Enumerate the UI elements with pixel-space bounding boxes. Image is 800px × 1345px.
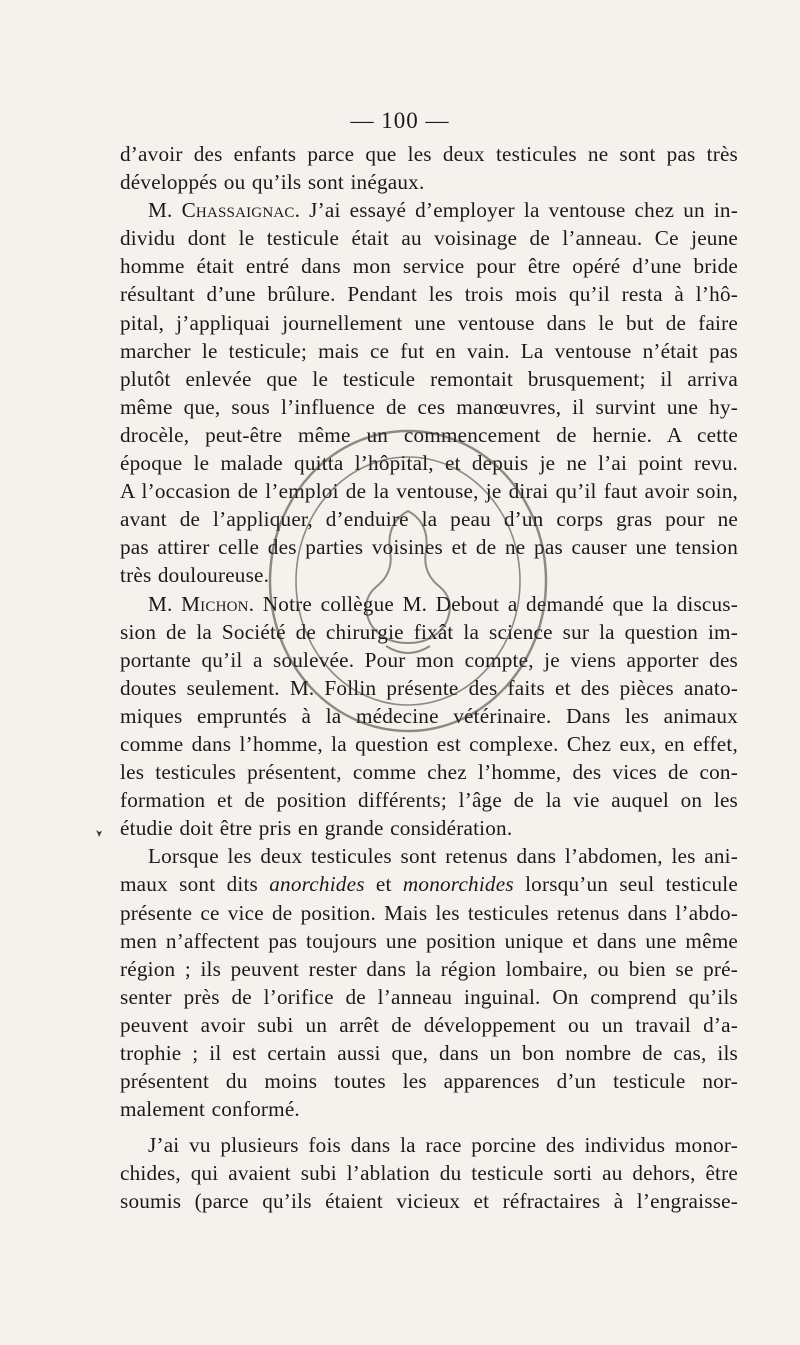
ink-speck: [95, 828, 103, 838]
text-line: époque le malade quitta l’hôpital, et depuis je ne l’ai point revu.: [120, 451, 738, 476]
text-line: soumis (parce qu’ils étaient vicieux et réfractaires à l’engraisse-: [120, 1189, 738, 1214]
text-line: senter près de l’orifice de l’anneau inguinal. On comprend qu’ils: [120, 984, 738, 1009]
text-fragment: maux sont dits: [120, 872, 270, 897]
text-line: portante qu’il a soulevée. Pour mon compte, je viens apporter des: [120, 647, 738, 672]
text-fragment: lorsqu’un seul testicule: [513, 872, 738, 897]
page-number: — 100 —: [350, 108, 450, 133]
text-line: formation et de position différents; l’âge de la vie auquel on les: [120, 788, 738, 813]
text-body: [120, 140, 738, 1216]
speaker-name: Michon: [181, 591, 249, 616]
speaker-name: Chassaignac: [181, 198, 295, 223]
text-line: développés ou qu’ils sont inégaux.: [120, 170, 425, 195]
text-line: [120, 870, 738, 898]
text-line: drocèle, peut-être même un commencement de hernie. A cette: [120, 422, 738, 447]
text-line: trophie ; il est certain aussi que, dans un bon nombre de cas, ils: [120, 1041, 738, 1065]
text-line: résultant d’une brûlure. Pendant les trois mois qu’il resta à l’hô-: [120, 282, 738, 307]
text-line: même que, sous l’influence de ces manœuvres, il survint une hy-: [120, 394, 738, 419]
text-line: malement conformé.: [120, 1097, 300, 1122]
term-anorchides: anorchides: [269, 872, 365, 897]
text-line: comme dans l’homme, la question est complexe. Chez eux, en effet,: [120, 731, 738, 756]
text-line: peuvent avoir subi un arrêt de développement ou un travail d’a-: [120, 1012, 738, 1037]
text-line: plutôt enlevée que le testicule remontait brusquement; il arriva: [120, 366, 738, 391]
text-line: d’avoir des enfants parce que les deux testicules ne sont pas très: [120, 142, 738, 166]
text-line: présentent du moins toutes les apparences d’un testicule nor-: [120, 1069, 738, 1094]
text-line: étudie doit être pris en grande considération.: [120, 816, 513, 841]
text-line: avant de l’appliquer, d’enduire la peau d’un corps gras pour ne: [120, 507, 738, 532]
text-line: pital, j’appliquai journellement une ventouse dans le but de faire: [120, 310, 738, 335]
speaker-prefix: M.: [148, 198, 182, 223]
text-line: doutes seulement. M. Follin présente des faits et des pièces anato-: [120, 675, 738, 700]
text-line: Lorsque les deux testicules sont retenus dans l’abdomen, les ani-: [148, 844, 738, 869]
text-line: miques empruntés à la médecine vétérinaire. Dans les animaux: [120, 703, 738, 728]
paragraph-porcine: [120, 1131, 738, 1215]
text-line: sion de la Société de chirurgie fixât la science sur la question im-: [120, 619, 738, 644]
text-line-rest: . Notre collègue M. Debout a demandé que la discus-: [248, 591, 738, 616]
text-line: [120, 196, 738, 224]
speaker-prefix: M.: [148, 591, 182, 616]
paragraph-michon: [120, 590, 738, 843]
text-line: men n’affectent pas toujours une position unique et dans une même: [120, 928, 738, 953]
text-line: région ; ils peuvent rester dans la région lombaire, ou bien se pré-: [120, 956, 738, 981]
term-monorchides: monorchides: [402, 872, 514, 897]
text-line: [120, 590, 738, 618]
text-line: les testicules présentent, comme chez l’homme, des vices de con-: [120, 760, 738, 785]
paragraph-chassaignac: [120, 196, 738, 589]
text-line: dividu dont le testicule était au voisinage de l’anneau. Ce jeune: [120, 226, 738, 251]
text-line: très douloureuse.: [120, 563, 270, 588]
text-fragment: et: [364, 872, 403, 897]
paragraph-anorchides: [120, 842, 738, 1123]
paragraph-continuation: [120, 140, 738, 196]
text-line: présente ce vice de position. Mais les testicules retenus dans l’abdo-: [120, 900, 738, 925]
text-line: homme était entré dans mon service pour être opéré d’une bride: [120, 254, 738, 279]
text-line: A l’occasion de l’emploi de la ventouse, je dirai qu’il faut avoir soin,: [120, 479, 738, 504]
text-line: chides, qui avaient subi l’ablation du testicule sorti au dehors, être: [120, 1161, 738, 1186]
text-line-rest: . J’ai essayé d’employer la ventouse chez un in-: [294, 198, 738, 223]
text-line: J’ai vu plusieurs fois dans la race porcine des individus monor-: [148, 1133, 738, 1158]
text-line: marcher le testicule; mais ce fut en vain. La ventouse n’était pas: [120, 338, 738, 363]
text-line: pas attirer celle des parties voisines et de ne pas causer une tension: [120, 535, 738, 560]
